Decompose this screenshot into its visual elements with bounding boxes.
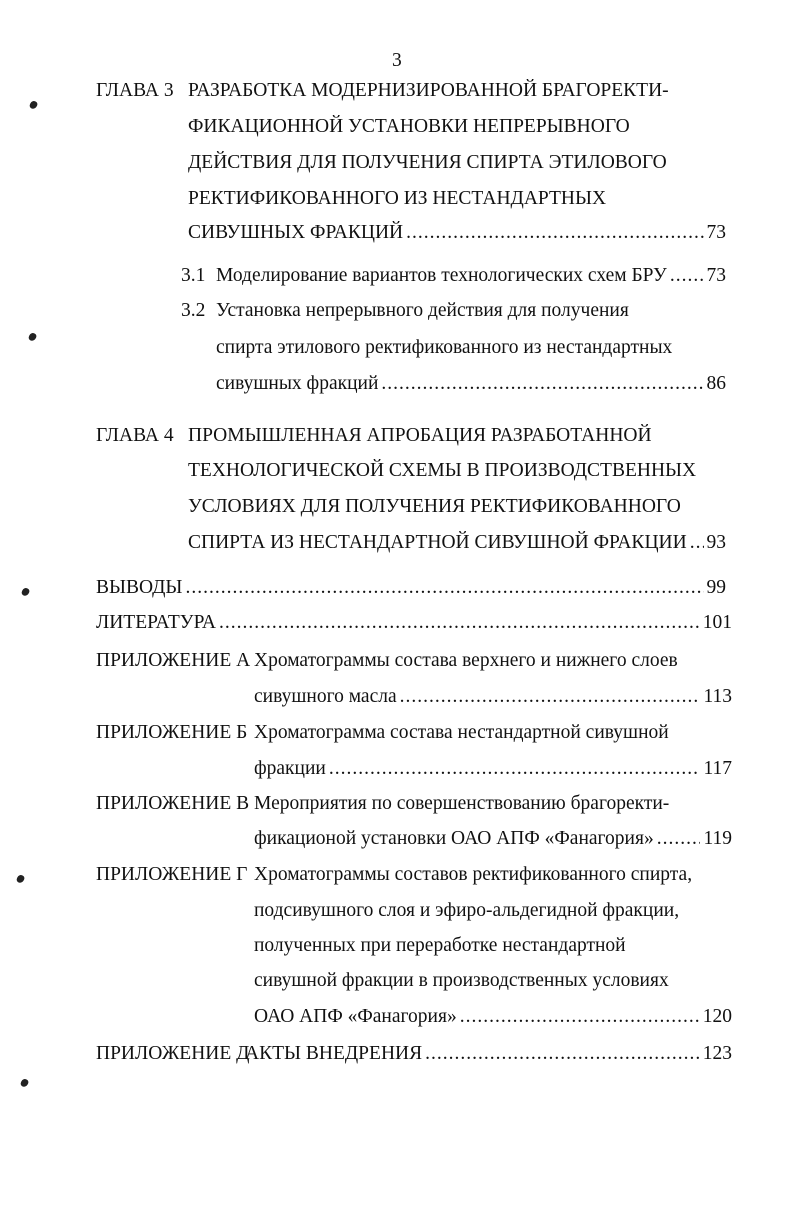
appendix-title-line: сивушной фракции в производственных условиях	[254, 970, 669, 991]
page-ref: 123	[702, 1043, 732, 1064]
toc-entry-appendix-b	[254, 756, 732, 782]
appendix-b-label: ПРИЛОЖЕНИЕ Б	[96, 722, 248, 743]
leader-dots	[185, 575, 703, 601]
chapter-4-label: ГЛАВА 4	[96, 425, 174, 446]
chapter-3-title-line: ДЕЙСТВИЯ ДЛЯ ПОЛУЧЕНИЯ СПИРТА ЭТИЛОВОГО	[188, 152, 667, 173]
section-3-1-number: 3.1	[181, 265, 206, 286]
appendix-title-line: Хроматограмма состава нестандартной сивушной	[254, 722, 669, 743]
appendix-title-line: полученных при переработке нестандартной	[254, 935, 626, 956]
chapter-4-title-line: УСЛОВИЯХ ДЛЯ ПОЛУЧЕНИЯ РЕКТИФИКОВАННОГО	[188, 496, 681, 517]
section-title-line: сивушных фракций	[216, 373, 379, 394]
scan-mark	[21, 587, 31, 597]
leader-dots	[406, 220, 703, 246]
toc-entry-chapter-3	[188, 220, 726, 246]
appendix-title-line: Хроматограммы составов ректификованного спирта,	[254, 864, 693, 885]
toc-entry-section-3-2	[216, 371, 726, 397]
chapter-3-title-line: ФИКАЦИОННОЙ УСТАНОВКИ НЕПРЕРЫВНОГО	[188, 116, 630, 137]
chapter-4-title-line: СПИРТА ИЗ НЕСТАНДАРТНОЙ СИВУШНОЙ ФРАКЦИИ	[188, 532, 687, 553]
appendix-title-line: ОАО АПФ «Фанагория»	[254, 1006, 457, 1027]
appendix-title-line: сивушного масла	[254, 686, 397, 707]
toc-entry-conclusions	[96, 575, 726, 601]
page-ref: 73	[706, 265, 726, 286]
entry-title: ВЫВОДЫ	[96, 577, 183, 598]
toc-entry-section-3-1	[216, 263, 726, 289]
page-ref: 86	[706, 373, 726, 394]
toc-entry-appendix-v	[254, 826, 732, 852]
appendix-title-line: фракции	[254, 758, 326, 779]
leader-dots	[670, 263, 704, 289]
section-3-2-number: 3.2	[181, 300, 206, 321]
chapter-4-title-line: ПРОМЫШЛЕННАЯ АПРОБАЦИЯ РАЗРАБОТАННОЙ	[188, 425, 652, 446]
leader-dots	[690, 530, 704, 556]
section-title-line: спирта этилового ректификованного из нестандартных	[216, 337, 673, 358]
toc-entry-chapter-4	[188, 530, 726, 556]
scan-mark	[29, 100, 39, 110]
toc-entry-literature	[96, 610, 732, 636]
chapter-3-label: ГЛАВА 3	[96, 80, 174, 101]
page-ref: 119	[703, 828, 732, 849]
page-ref: 117	[703, 758, 732, 779]
page-ref: 113	[703, 686, 732, 707]
page-ref: 99	[706, 577, 726, 598]
page-ref: 93	[706, 532, 726, 553]
appendix-v-label: ПРИЛОЖЕНИЕ В	[96, 793, 250, 814]
section-title-line: Установка непрерывного действия для получения	[216, 300, 629, 321]
leader-dots	[329, 756, 701, 782]
leader-dots	[425, 1041, 700, 1067]
section-title: Моделирование вариантов технологических схем БРУ	[216, 265, 667, 286]
scan-mark	[16, 874, 26, 884]
toc-entry-appendix-g	[254, 1004, 732, 1030]
leader-dots	[381, 371, 703, 397]
appendix-title-line: Мероприятия по совершенствованию брагоректи-	[254, 793, 670, 814]
appendix-a-label: ПРИЛОЖЕНИЕ А	[96, 650, 251, 671]
page-number: 3	[392, 50, 402, 71]
chapter-3-title-line: РЕКТИФИКОВАННОГО ИЗ НЕСТАНДАРТНЫХ	[188, 188, 607, 209]
appendix-g-label: ПРИЛОЖЕНИЕ Г	[96, 864, 248, 885]
appendix-d-label: ПРИЛОЖЕНИЕ Д	[96, 1043, 250, 1064]
leader-dots	[460, 1004, 700, 1030]
appendix-title-line: подсивушного слоя и эфиро-альдегидной фракции,	[254, 900, 680, 921]
chapter-4-title-line: ТЕХНОЛОГИЧЕСКОЙ СХЕМЫ В ПРОИЗВОДСТВЕННЫХ	[188, 460, 697, 481]
appendix-title: АКТЫ ВНЕДРЕНИЯ	[245, 1043, 423, 1064]
appendix-title-line: фикационой установки ОАО АПФ «Фанагория»	[254, 828, 654, 849]
leader-dots	[657, 826, 701, 852]
page-ref: 73	[706, 222, 726, 243]
appendix-title-line: Хроматограммы состава верхнего и нижнего слоев	[254, 650, 678, 671]
scan-mark	[20, 1078, 30, 1088]
scan-mark	[28, 332, 38, 342]
leader-dots	[400, 684, 701, 710]
page-ref: 120	[702, 1006, 732, 1027]
page-ref: 101	[702, 612, 732, 633]
toc-entry-appendix-d	[245, 1041, 732, 1067]
entry-title: ЛИТЕРАТУРА	[96, 612, 216, 633]
chapter-3-title-line: СИВУШНЫХ ФРАКЦИЙ	[188, 222, 404, 243]
chapter-3-title-line: РАЗРАБОТКА МОДЕРНИЗИРОВАННОЙ БРАГОРЕКТИ-	[188, 80, 669, 101]
leader-dots	[219, 610, 700, 636]
toc-entry-appendix-a	[254, 684, 732, 710]
